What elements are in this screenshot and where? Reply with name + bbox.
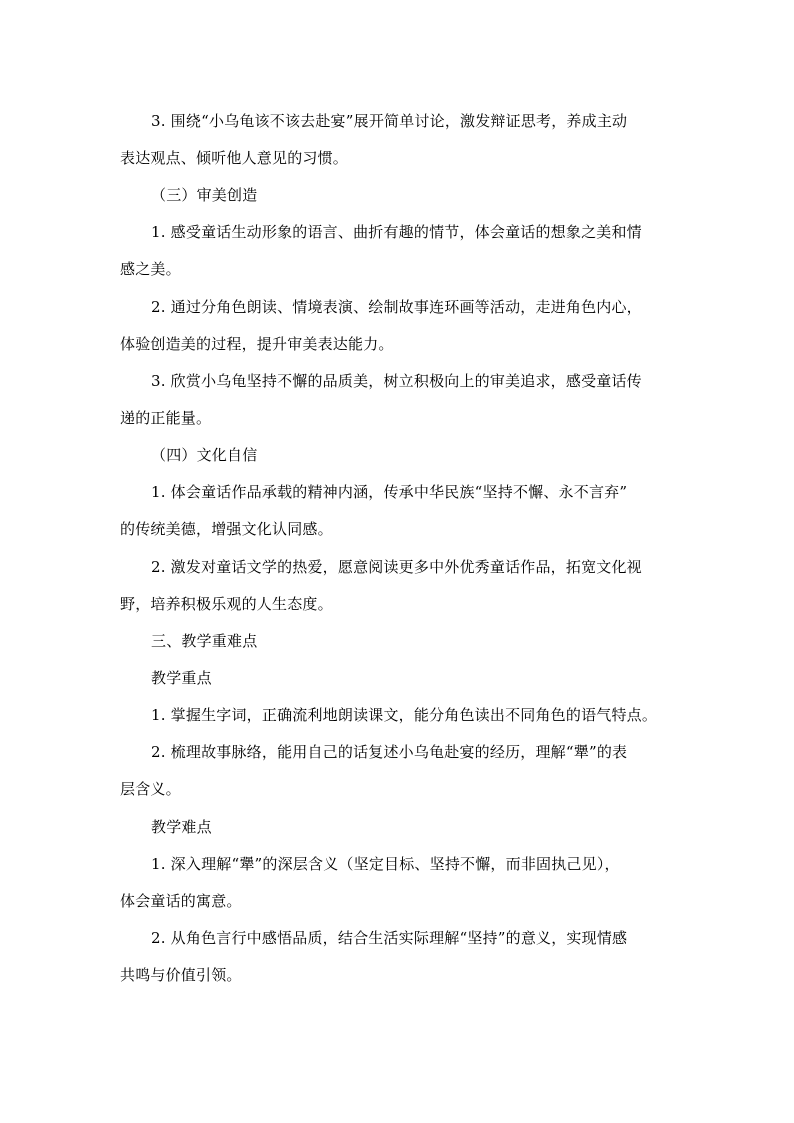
paragraph-line: 2. 激发对童话文学的热爱，愿意阅读更多中外优秀童话作品，拓宽文化视 xyxy=(151,558,642,576)
paragraph-line: 3. 欣赏小乌龟坚持不懈的品质美，树立积极向上的审美追求，感受童话传 xyxy=(151,372,642,390)
paragraph-line: 2. 通过分角色朗读、情境表演、绘制故事连环画等活动，走进角色内心， xyxy=(151,298,642,316)
paragraph-line: 表达观点、倾听他人意见的习惯。 xyxy=(120,149,349,167)
section-heading: 三、教学重难点 xyxy=(151,632,258,650)
section-heading: （四）文化自信 xyxy=(151,446,258,464)
subsection-heading: 教学难点 xyxy=(151,818,212,836)
subsection-heading: 教学重点 xyxy=(151,669,212,687)
section-heading: （三）审美创造 xyxy=(151,186,258,204)
paragraph-line: 体会童话的寓意。 xyxy=(120,892,242,910)
paragraph-line: 层含义。 xyxy=(120,780,181,798)
paragraph-line: 体验创造美的过程，提升审美表达能力。 xyxy=(120,335,394,353)
paragraph-line: 3. 围绕“小乌龟该不该去赴宴”展开简单讨论，激发辩证思考，养成主动 xyxy=(151,112,628,130)
paragraph-line: 野，培养积极乐观的人生态度。 xyxy=(120,595,333,613)
paragraph-line: 感之美。 xyxy=(120,260,181,278)
paragraph-line: 1. 感受童话生动形象的语言、曲折有趣的情节，体会童话的想象之美和情 xyxy=(151,223,642,241)
paragraph-line: 递的正能量。 xyxy=(120,409,212,427)
paragraph-line: 1. 深入理解“犟”的深层含义（坚定目标、坚持不懈，而非固执己见）， xyxy=(151,855,620,873)
paragraph-line: 的传统美德，增强文化认同感。 xyxy=(120,520,333,538)
paragraph-line: 2. 从角色言行中感悟品质，结合生活实际理解“坚持”的意义，实现情感 xyxy=(151,929,628,947)
paragraph-line: 1. 体会童话作品承载的精神内涵，传承中华民族“坚持不懈、永不言弃” xyxy=(151,483,628,501)
paragraph-line: 2. 梳理故事脉络，能用自己的话复述小乌龟赴宴的经历，理解“犟”的表 xyxy=(151,743,628,761)
paragraph-line: 共鸣与价值引领。 xyxy=(120,966,242,984)
paragraph-line: 1. 掌握生字词，正确流利地朗读课文，能分角色读出不同角色的语气特点。 xyxy=(151,706,658,724)
